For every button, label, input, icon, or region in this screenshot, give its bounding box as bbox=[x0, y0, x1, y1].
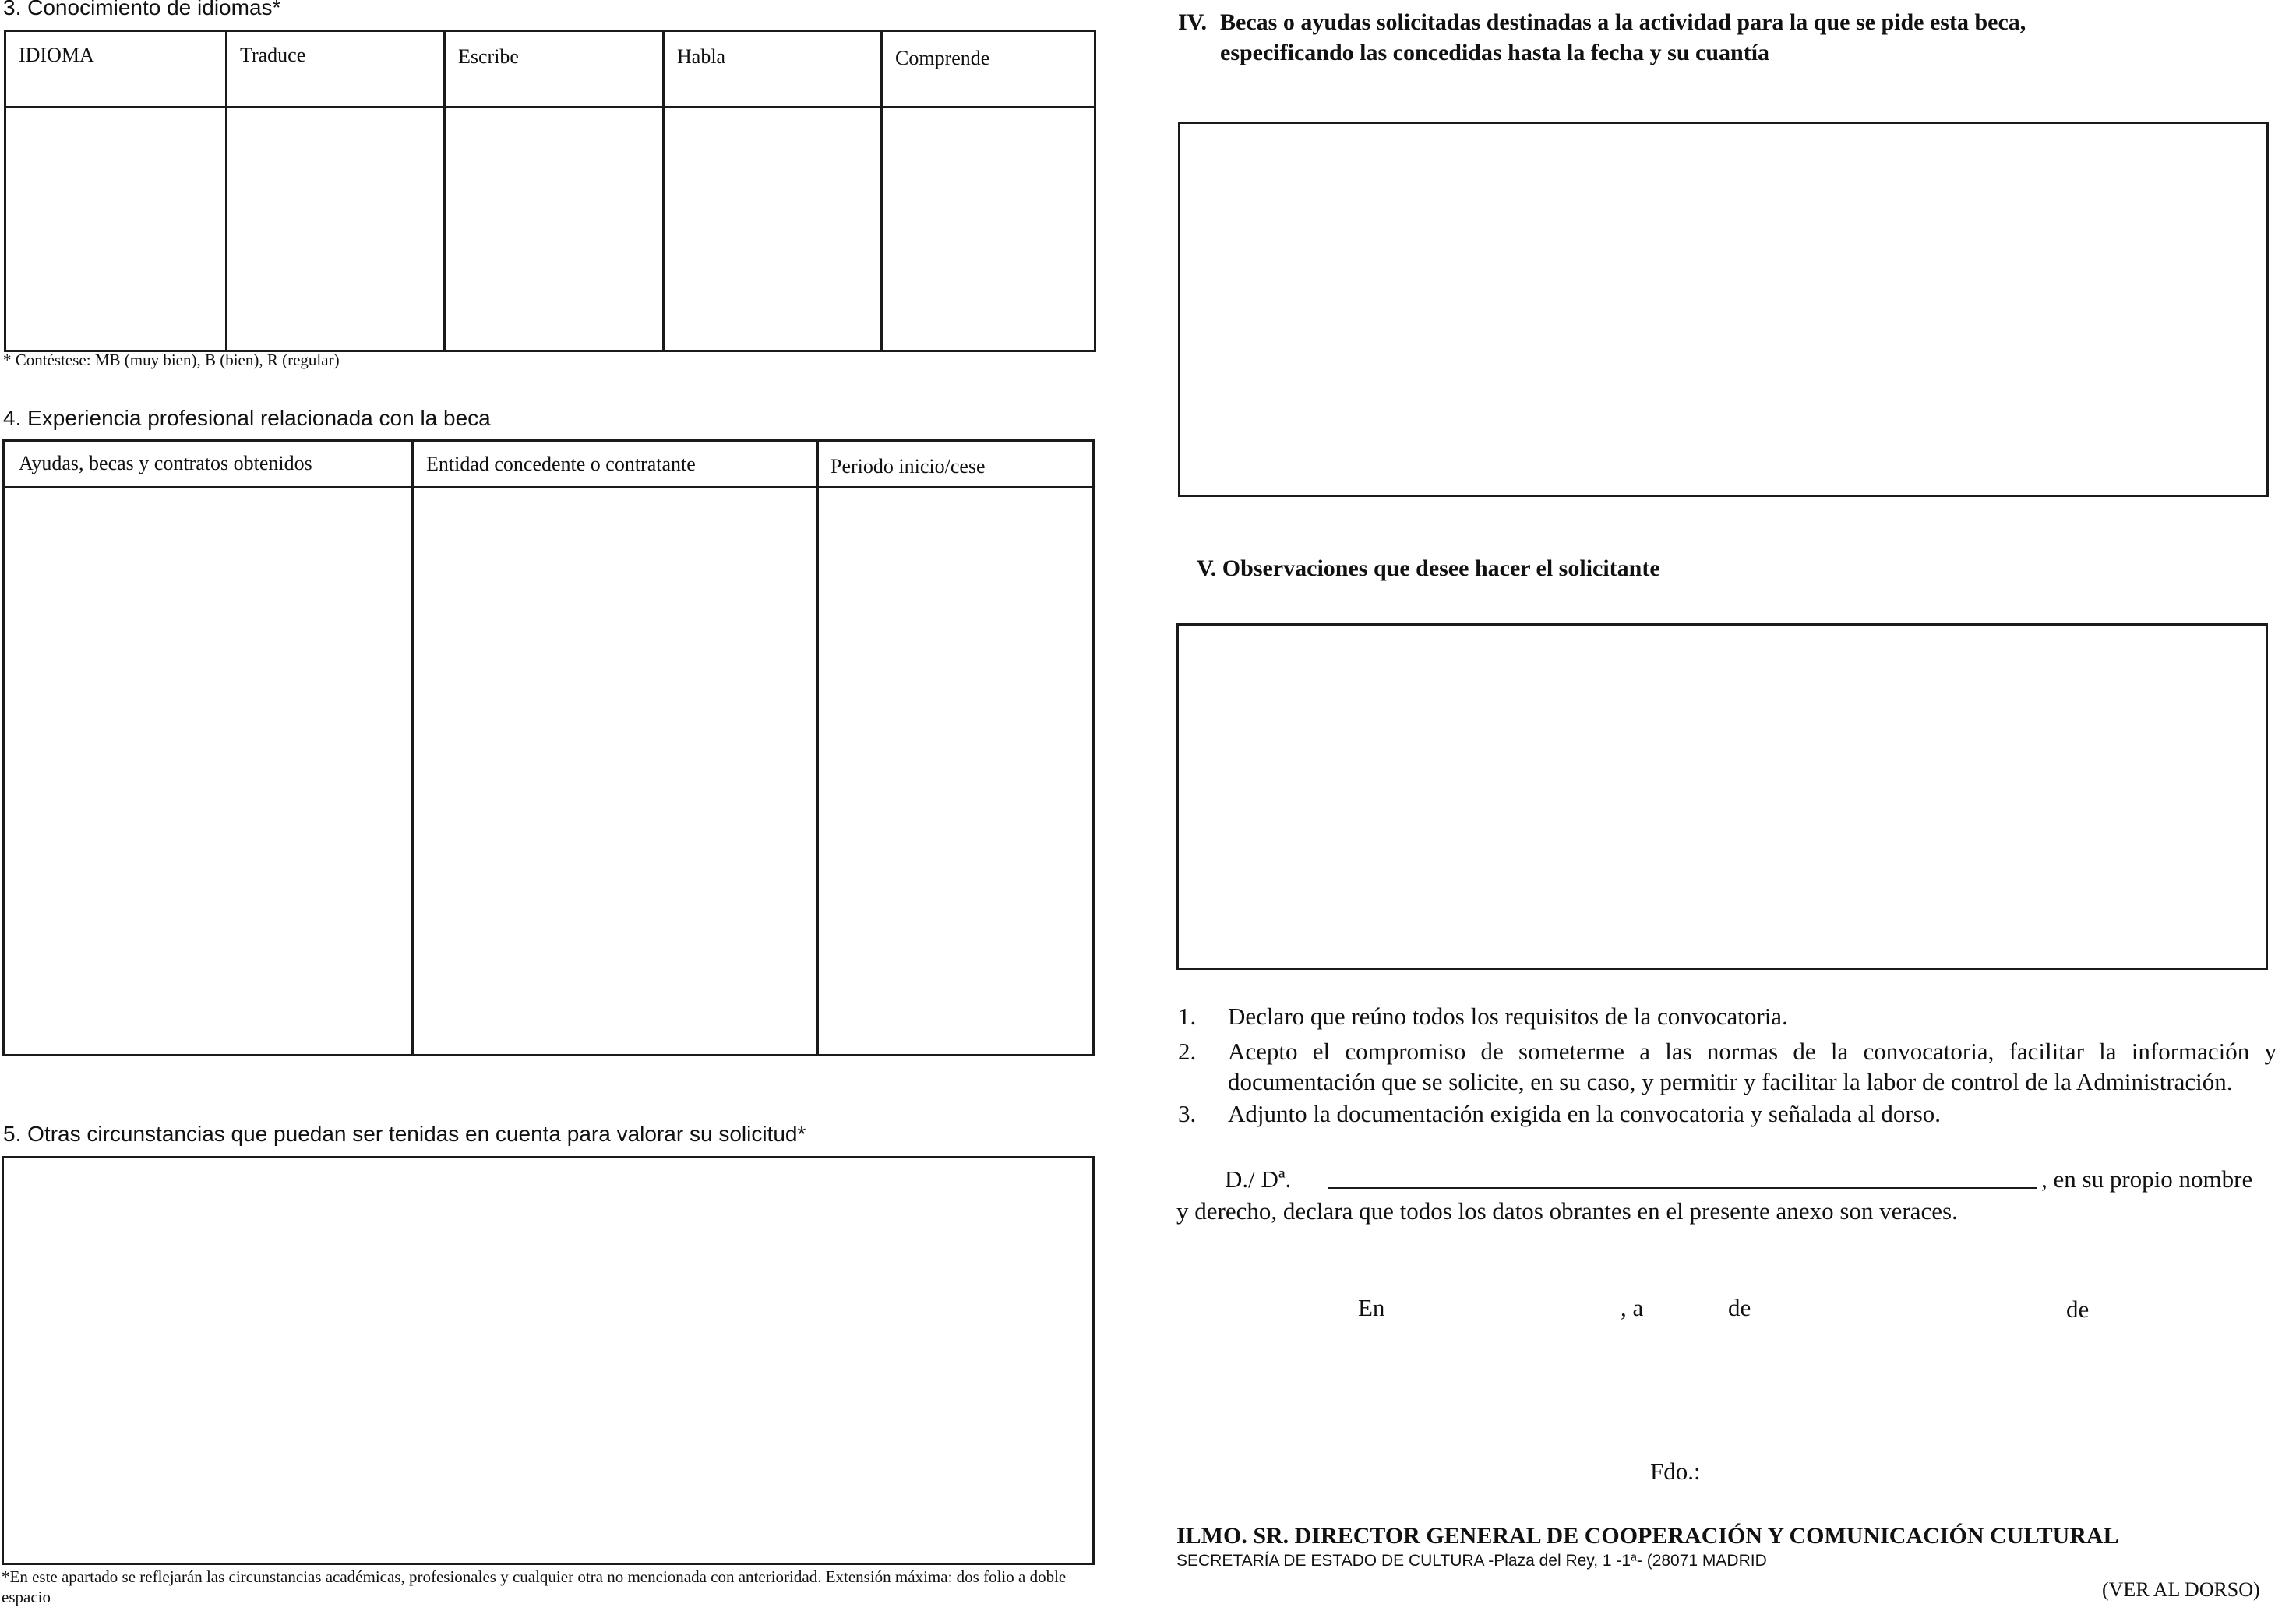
declaration-1 bbox=[1178, 1002, 2277, 1032]
granting-entity-cell[interactable] bbox=[414, 488, 816, 1054]
place-field[interactable] bbox=[1402, 1289, 1613, 1320]
section-3-note: * Contéstese: MB (muy bien), B (bien), R (regular) bbox=[3, 351, 340, 369]
experience-table bbox=[2, 439, 1095, 1056]
language-entry-cell[interactable] bbox=[6, 108, 225, 350]
section-5-title: 5. Otras circunstancias que puedan ser tenidas en cuenta para valorar su solicitud* bbox=[3, 1122, 806, 1146]
observations-box[interactable] bbox=[1176, 623, 2268, 970]
col-header-habla: Habla bbox=[677, 45, 726, 68]
declaration-text: Declaro que reúno todos los requisitos de la convocatoria. bbox=[1228, 1003, 1788, 1030]
declaration-3 bbox=[1178, 1099, 2277, 1130]
section-v-title: V. Observaciones que desee hacer el solicitante bbox=[1197, 555, 1660, 581]
signer-suffix: , en su propio nombre bbox=[2041, 1165, 2253, 1193]
address: SECRETARÍA DE ESTADO DE CULTURA -Plaza del Rey, 1 -1ª- (28071 MADRID bbox=[1176, 1552, 1767, 1570]
month-label: de bbox=[1728, 1294, 1751, 1321]
section-3-title: 3. Conocimiento de idiomas* bbox=[3, 0, 281, 19]
section-iv-numeral: IV. bbox=[1178, 9, 1207, 35]
col-header-comprende: Comprende bbox=[895, 47, 990, 69]
signer-name-line[interactable] bbox=[1328, 1187, 2037, 1189]
year-label: de bbox=[2066, 1295, 2090, 1323]
declaration-number: 2. bbox=[1178, 1038, 1197, 1065]
day-label: , a bbox=[1621, 1294, 1644, 1321]
col-header-ayudas: Ayudas, becas y contratos obtenidos bbox=[19, 452, 312, 474]
declaration-text: Adjunto la documentación exigida en la convocatoria y señalada al dorso. bbox=[1228, 1100, 1942, 1127]
signature-field[interactable] bbox=[1714, 1449, 2104, 1484]
write-level-cell[interactable] bbox=[446, 108, 662, 350]
col-header-entidad: Entidad concedente o contratante bbox=[426, 453, 696, 475]
declaration-2 bbox=[1178, 1037, 2277, 1098]
col-header-escribe: Escribe bbox=[458, 45, 519, 68]
declaration-number: 3. bbox=[1178, 1100, 1197, 1127]
declaration-text: Acepto el compromiso de someterme a las normas de la convocatoria, facilitar la información y documentación que se solicite, en su caso, y permitir y facilitar la labor de control de la Administración. bbox=[1228, 1038, 2277, 1095]
signature-label: Fdo.: bbox=[1650, 1458, 1701, 1485]
addressee: ILMO. SR. DIRECTOR GENERAL DE COOPERACIÓN Y COMUNICACIÓN CULTURAL bbox=[1176, 1523, 2119, 1549]
section-iv-title-line1: Becas o ayudas solicitadas destinadas a la actividad para la que se pide esta beca, bbox=[1220, 9, 2026, 35]
day-field[interactable] bbox=[1656, 1289, 1726, 1320]
see-reverse-note: (VER AL DORSO) bbox=[2102, 1578, 2260, 1601]
col-header-periodo: Periodo inicio/cese bbox=[831, 455, 986, 478]
section-4-title: 4. Experiencia profesional relacionada con la beca bbox=[3, 406, 491, 430]
section-iv-title-line2: especificando las concedidas hasta la fecha y su cuantía bbox=[1220, 40, 1770, 65]
col-header-idioma: IDIOMA bbox=[19, 44, 94, 66]
col-header-traduce: Traduce bbox=[240, 44, 306, 66]
section-5-note: *En este apartado se reflejarán las circunstancias académicas, profesionales y cualquier otra no mencionada con anterioridad. Extensión máxima: dos folio a doble espacio bbox=[2, 1567, 1067, 1606]
other-circumstances-box[interactable] bbox=[2, 1156, 1095, 1565]
speak-level-cell[interactable] bbox=[665, 108, 880, 350]
understand-level-cell[interactable] bbox=[883, 108, 1094, 350]
signer-declaration-line2: y derecho, declara que todos los datos obrantes en el presente anexo son veraces. bbox=[1176, 1197, 1958, 1225]
signer-prefix: D./ Dª. bbox=[1225, 1165, 1292, 1193]
languages-table bbox=[4, 30, 1096, 352]
month-field[interactable] bbox=[1769, 1289, 2049, 1320]
grants-requested-box[interactable] bbox=[1178, 122, 2269, 497]
place-label: En bbox=[1358, 1294, 1385, 1321]
year-field[interactable] bbox=[2104, 1289, 2259, 1320]
period-cell[interactable] bbox=[819, 488, 1092, 1054]
declaration-number: 1. bbox=[1178, 1003, 1197, 1030]
grants-obtained-cell[interactable] bbox=[5, 488, 411, 1054]
translate-level-cell[interactable] bbox=[227, 108, 443, 350]
